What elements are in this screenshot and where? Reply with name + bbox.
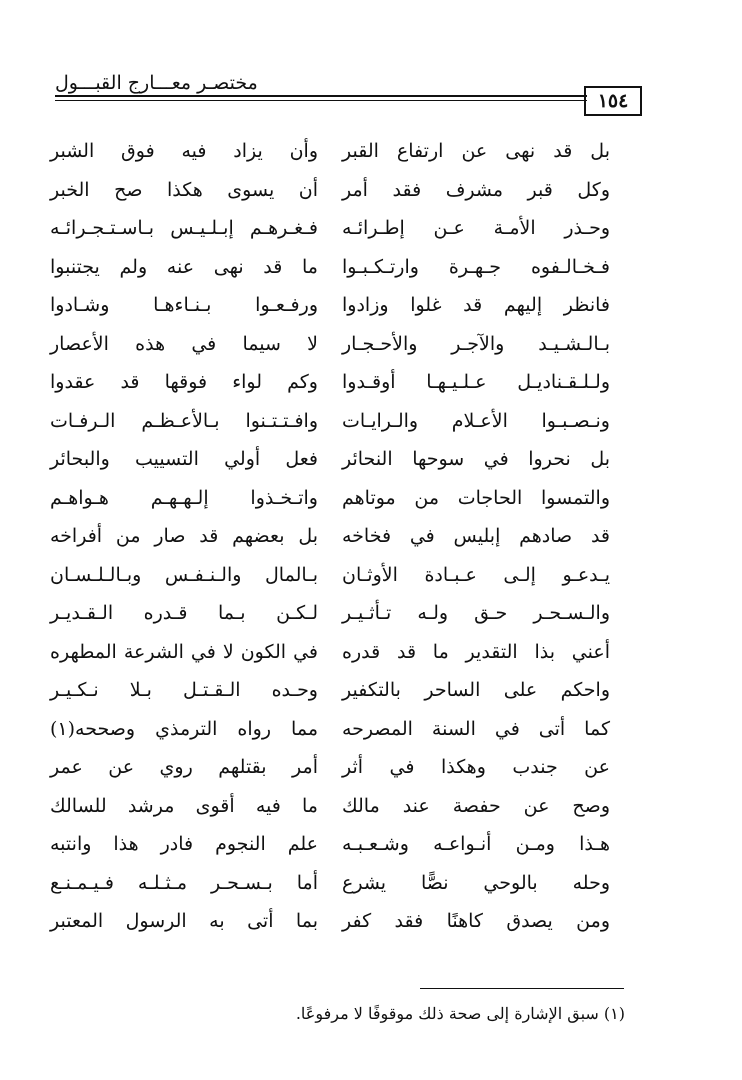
left-verse-line: وأن يزاد فيه فوق الشبر <box>50 140 318 162</box>
left-verse-line: مما رواه الترمذي وصححه(١) <box>50 717 318 740</box>
right-verse-line: ونـصـبـوا الأعـلام والـرايـات <box>342 409 610 432</box>
right-verse-line: وحـذر الأمـة عـن إطـرائـه <box>342 217 610 239</box>
right-verse-line: واحكم على الساحر بالتكفير <box>342 679 610 701</box>
page-number: ١٥٤ <box>584 86 642 116</box>
right-verse-line: قد صادهم إبليس في فخاخه <box>342 525 610 547</box>
right-verse-line: فانظر إليهم قد غلوا وزادوا <box>342 294 610 316</box>
left-verse-line: ورفـعـوا بـنـاءهـا وشـادوا <box>50 294 318 316</box>
right-verse-line: وكل قبر مشرف فقد أمر <box>342 178 610 201</box>
right-verse-line: وصح عن حفصة عند مالك <box>342 794 610 817</box>
left-verse-line: لـكـن بـما قـدره الـقـديـر <box>50 602 318 624</box>
left-verse-line: لا سيما في هذه الأعصار <box>50 332 318 355</box>
header-rule-thin <box>55 100 587 101</box>
footnote: (١) سبق الإشارة إلى صحة ذلك موقوفًا لا مرفوعًا. <box>295 1004 625 1023</box>
right-verse-line: أعني بذا التقدير ما قد قدره <box>342 640 610 663</box>
right-verse-line: والـسـحـر حـق ولـه تـأثـيـر <box>342 602 610 624</box>
right-verse-line: بـالـشـيـد والآجـر والأحـجـار <box>342 332 610 355</box>
running-title: مختصـر معـــارج القبـــول <box>55 72 258 94</box>
footnote-rule <box>420 988 624 989</box>
left-verse-line: بل بعضهم قد صار من أفراخه <box>50 525 318 547</box>
left-verse-line: فعل أولي التسييب والبحائر <box>50 448 318 470</box>
right-verse-line: ولـلـقـناديـل عـلـيـهـا أوقـدوا <box>342 371 610 393</box>
left-verse-line: أن يسوى هكذا صح الخبر <box>50 178 318 201</box>
left-verse-line: ما قد نهى عنه ولم يجتنبوا <box>50 255 318 278</box>
left-verse-line: علم النجوم فادر هذا وانتبه <box>50 833 318 855</box>
left-verse-line: أما بـسـحـر مـثـلـه فـيـمـنـع <box>50 871 318 894</box>
right-verse-line: ومن يصدق كاهنًا فقد كفر <box>342 910 610 932</box>
right-verse-line: كما أتى في السنة المصرحه <box>342 717 610 740</box>
header-rule <box>55 95 587 97</box>
right-verse-line: بل نحروا في سوحها النحائر <box>342 448 610 470</box>
left-verse-line: ما فيه أقوى مرشد للسالك <box>50 794 318 817</box>
right-verse-line: هـذا ومـن أنـواعـه وشـعـبـه <box>342 833 610 855</box>
right-verse-line: يـدعـو إلـى عـبـادة الأوثـان <box>342 563 610 586</box>
right-verse-line: بل قد نهى عن ارتفاع القبر <box>342 140 610 162</box>
right-verse-line: فـخـالـفوه جـهـرة وارتـكـبـوا <box>342 255 610 278</box>
left-verse-line: أمر بقتلهم روي عن عمر <box>50 756 318 778</box>
left-verse-line: بـالمال والـنـفـس وبـالـلـسـان <box>50 563 318 586</box>
left-verse-line: فـغـرهـم إبـلـيـس بـاسـتـجـرائـه <box>50 217 318 239</box>
left-verse-line: وافـتـتـنوا بـالأعـظـم الـرفـات <box>50 409 318 432</box>
left-verse-line: في الكون لا في الشرعة المطهره <box>50 640 318 663</box>
verse-column-left <box>50 132 318 941</box>
left-verse-line: بما أتى به الرسول المعتبر <box>50 910 318 932</box>
left-verse-line: وحـده الـقـتـل بـلا نـكـيـر <box>50 679 318 701</box>
verse-column-right <box>342 132 610 941</box>
right-verse-line: والتمسوا الحاجات من موتاهم <box>342 486 610 509</box>
right-verse-line: وحله بالوحي نصًّا يشرع <box>342 871 610 894</box>
left-verse-line: واتـخـذوا إلـهـهـم هـواهـم <box>50 486 318 509</box>
right-verse-line: عن جندب وهكذا في أثر <box>342 756 610 778</box>
left-verse-line: وكم لواء فوقها قد عقدوا <box>50 371 318 393</box>
